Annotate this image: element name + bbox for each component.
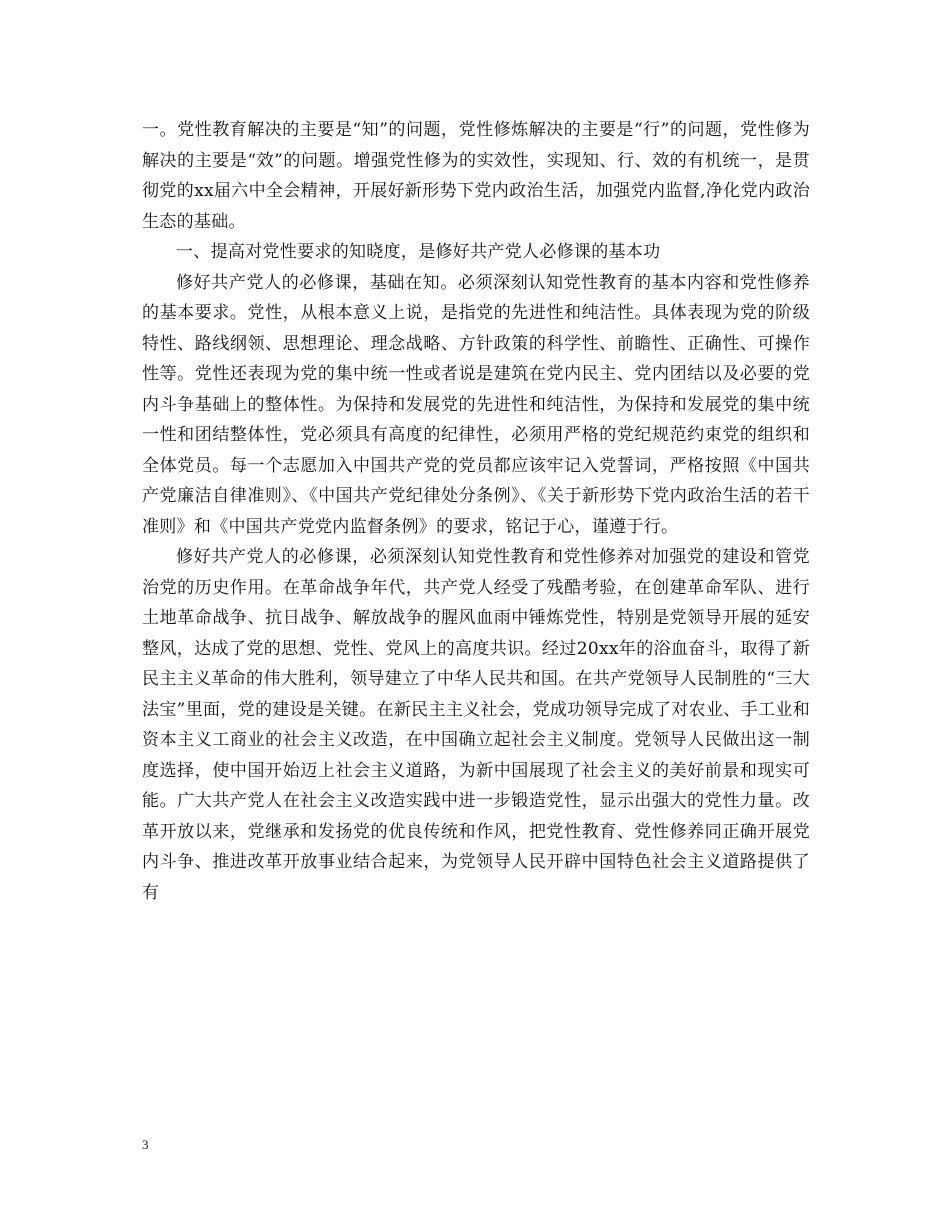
paragraph-2: 修好共产党人的必修课，基础在知。必须深刻认知党性教育的基本内容和党性修养的基本要求。党性，从根本意义上说，是指党的先进性和纯洁性。具体表现为党的阶级特性、路线纲领、思想理论、理念战略、方针政策的科学性、前瞻性、正确性、可操作性等。党性还表现为党的集中统一性或者说是建筑在党内民主、党内团结以及必要的党内斗争基础上的整体性。为保持和发展党的先进性和纯洁性，为保持和发展党的集中统一性和团结整体性，党必须具有高度的纪律性，必须用严格的党纪规范约束党的组织和全体党员。每一个志愿加入中国共产党的党员都应该牢记入党誓词，严格按照《中国共产党廉洁自律准则》、《中国共产党纪律处分条例》、《关于新形势下党内政治生活的若干准则》和《中国共产党党内监督条例》的要求，铭记于心，谨遵于行。: [142, 272, 810, 537]
document-body: [142, 115, 810, 908]
paragraph-1: 一。党性教育解决的主要是“知”的问题，党性修炼解决的主要是“行”的问题，党性修为解决的主要是“效”的问题。增强党性修为的实效性，实现知、行、效的有机统一，是贯彻党的xx届六中全会精神，开展好新形势下党内政治生活，加强党内监督,净化党内政治生态的基础。: [142, 120, 810, 232]
paragraph-3: 修好共产党人的必修课，必须深刻认知党性教育和党性修养对加强党的建设和管党治党的历史作用。在革命战争年代，共产党人经受了残酷考验，在创建革命军队、进行土地革命战争、抗日战争、解放战争的腥风血雨中锤炼党性，特别是党领导开展的延安整风，达成了党的思想、党性、党风上的高度共识。经过20xx年的浴血奋斗，取得了新民主主义革命的伟大胜利，领导建立了中华人民共和国。在共产党领导人民制胜的“三大法宝”里面，党的建设是关键。在新民主主义社会，党成功领导完成了对农业、手工业和资本主义工商业的社会主义改造，在中国确立起社会主义制度。党领导人民做出这一制度选择，使中国开始迈上社会主义道路，为新中国展现了社会主义的美好前景和现实可能。广大共产党人在社会主义改造实践中进一步锻造党性，显示出强大的党性力量。改革开放以来，党继承和发扬党的优良传统和作风，把党性教育、党性修养同正确开展党内斗争、推进改革开放事业结合起来，为党领导人民开辟中国特色社会主义道路提供了有: [142, 547, 810, 903]
page-number: 3: [142, 1137, 149, 1152]
section-heading: 一、提高对党性要求的知晓度，是修好共产党人必修课的基本功: [176, 242, 661, 262]
